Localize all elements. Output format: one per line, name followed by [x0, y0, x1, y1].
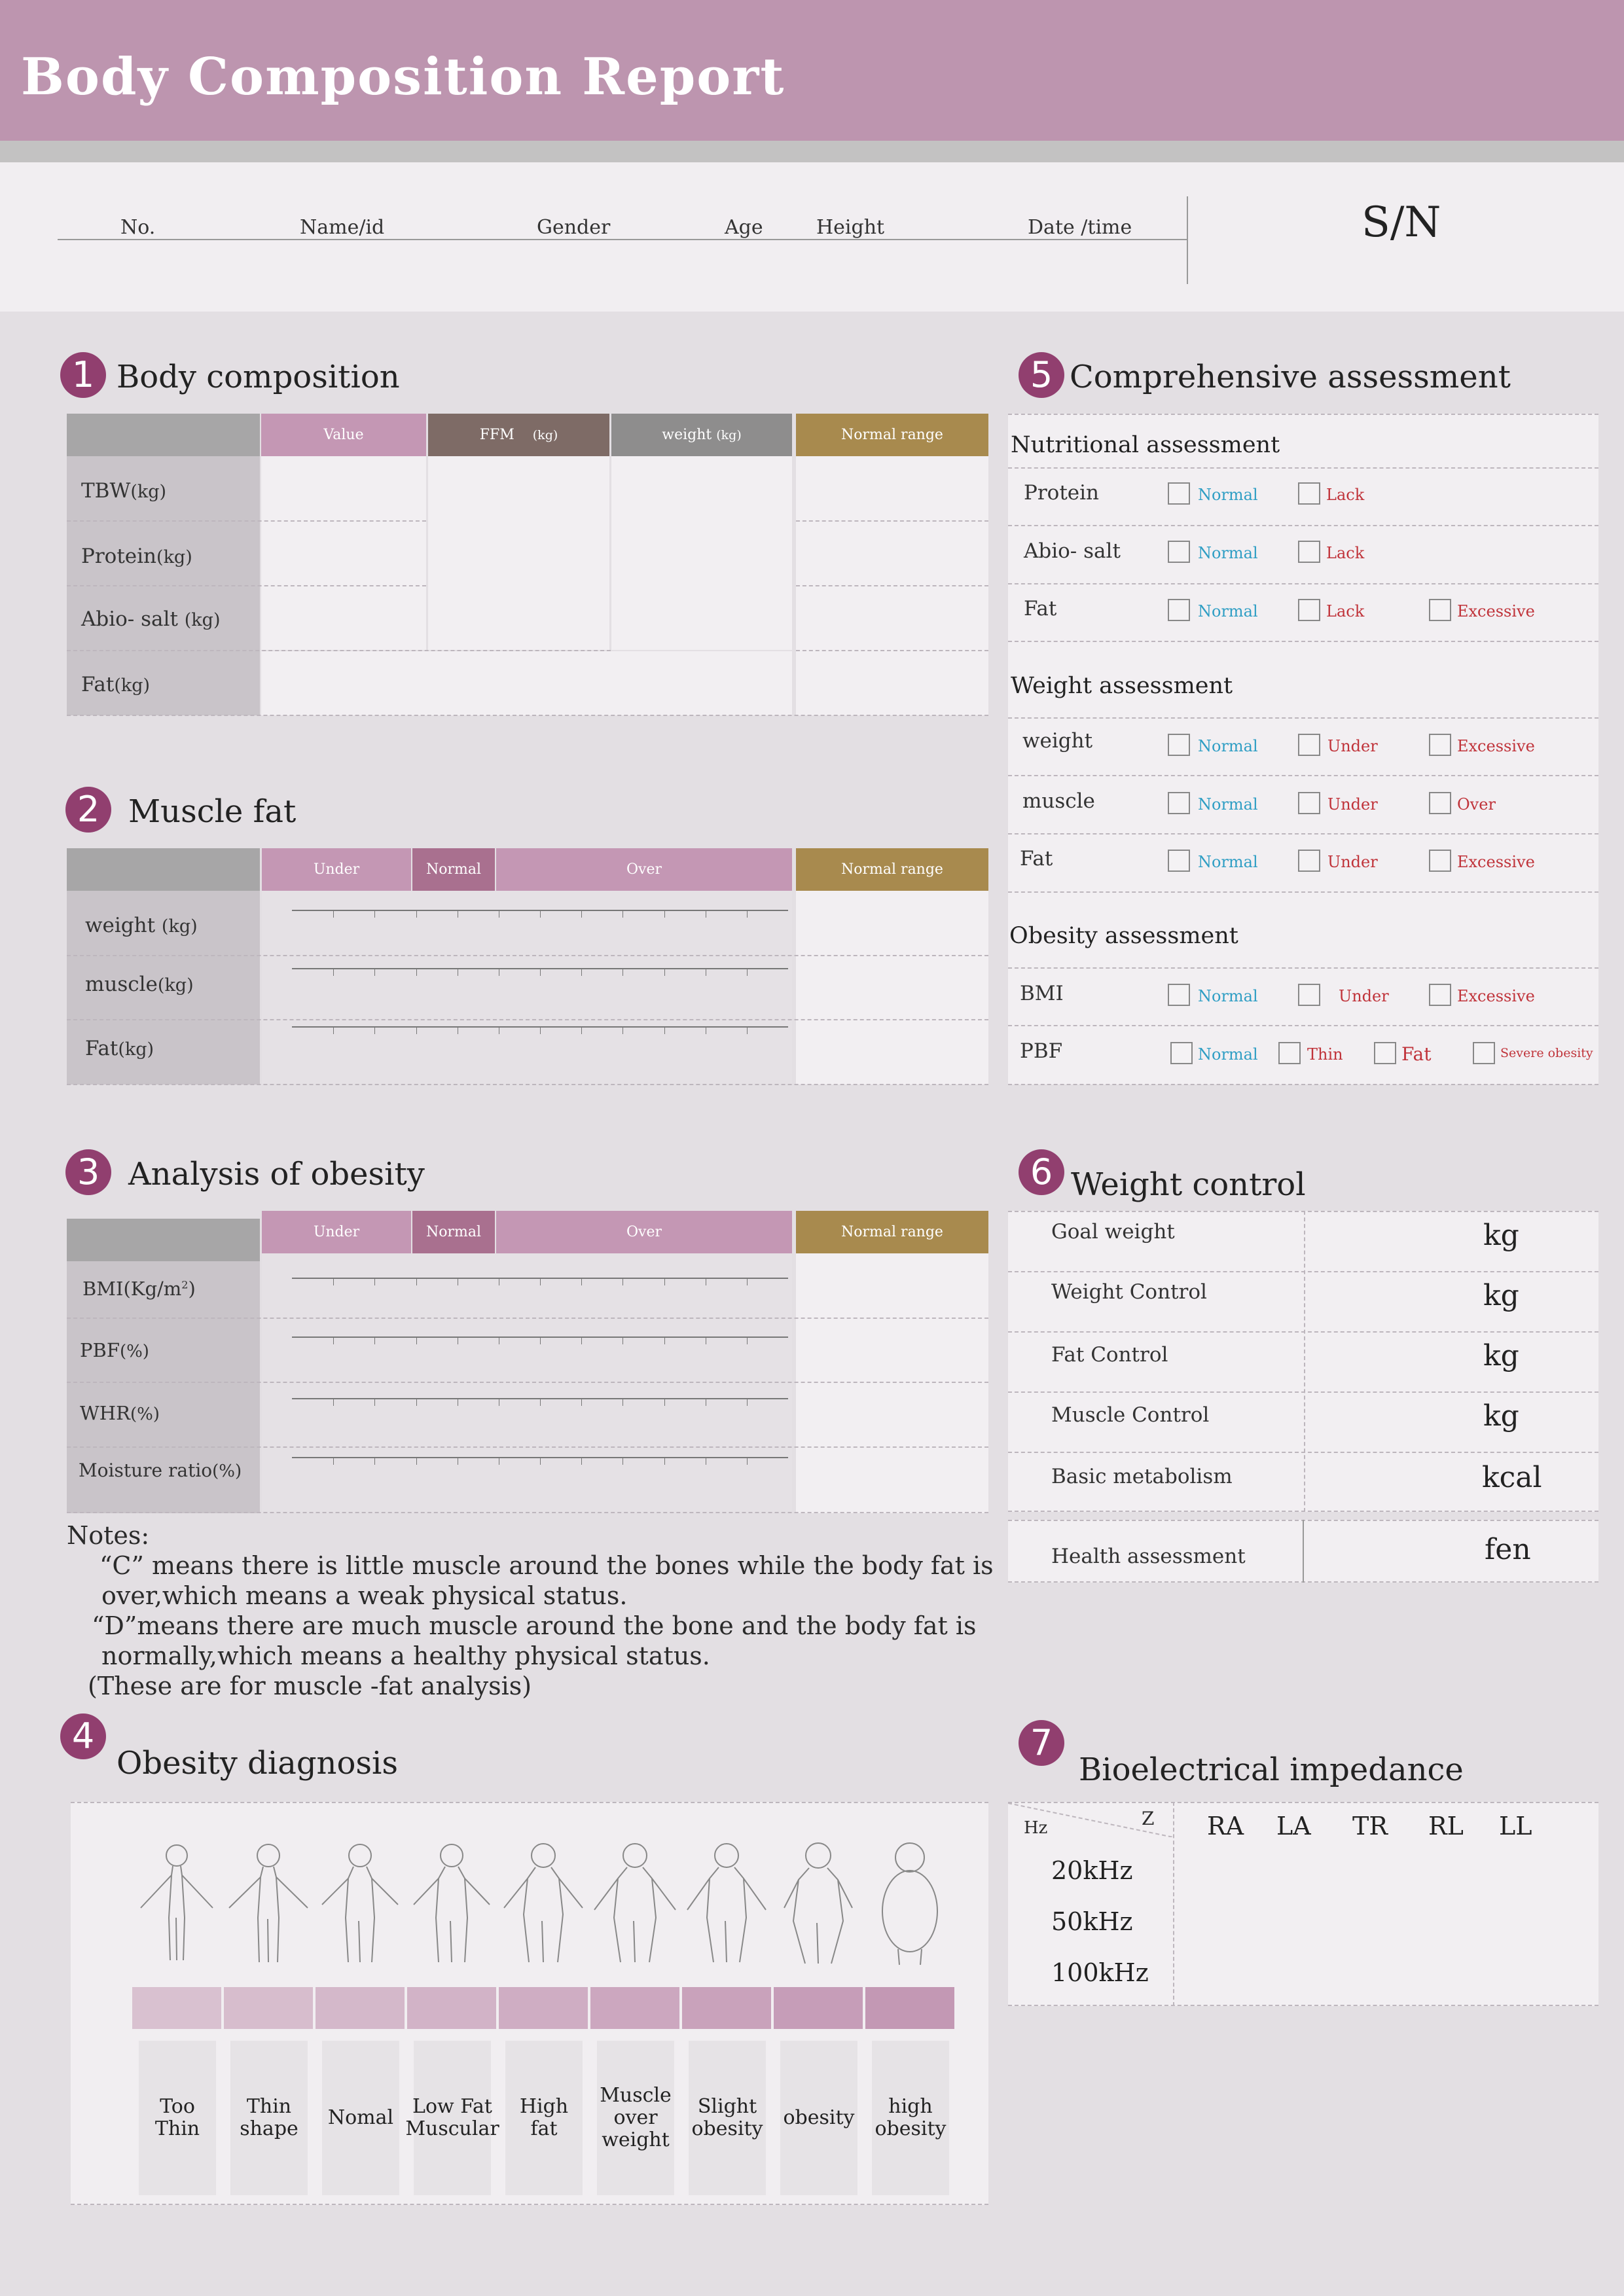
- mf-header-under: Under: [262, 848, 411, 891]
- figure-normal-icon: [322, 1844, 398, 1962]
- figure-obesity-icon: [784, 1843, 852, 1964]
- mf-row-muscle: [85, 973, 194, 996]
- diagnosis-scale-segment: [224, 1987, 313, 2029]
- scale-tick: [664, 911, 665, 918]
- scale-tick: [540, 1399, 541, 1406]
- mf-fat-scale: [292, 1026, 788, 1034]
- bc-row-protein-unit: (kg): [156, 547, 192, 567]
- ao-row-whr-unit: (%): [130, 1405, 160, 1424]
- diagnosis-scale-segment: [132, 1987, 221, 2029]
- scale-tick: [374, 1399, 375, 1406]
- impedance-col-tr: TR: [1352, 1812, 1388, 1840]
- section-1-number: 1: [60, 352, 106, 398]
- scale-tick: [581, 1399, 582, 1406]
- ao-header-over: Over: [496, 1211, 792, 1253]
- mf-row-weight-unit: (kg): [161, 916, 198, 937]
- scale-tick: [416, 1458, 417, 1465]
- health-assessment-label: Health assessment: [1051, 1545, 1246, 1568]
- scale-tick: [747, 969, 748, 976]
- impedance-hz-label: Hz: [1024, 1818, 1048, 1838]
- figure-slight-obesity-icon: [687, 1844, 766, 1962]
- health-assessment-divider: [1303, 1520, 1304, 1583]
- assess-fat-label: Fat: [1024, 597, 1057, 620]
- page-title: Body Composition Report: [21, 47, 785, 107]
- scale-tick: [333, 1338, 334, 1344]
- goal-weight-label: Goal weight: [1051, 1220, 1175, 1244]
- abio-salt-normal-label: Normal: [1198, 544, 1258, 562]
- info-label-no: No.: [120, 216, 156, 239]
- header-divider-band: [0, 141, 1624, 162]
- bc-row-protein: [81, 545, 192, 568]
- fat-control-label: Fat Control: [1051, 1343, 1168, 1367]
- figure-too-thin-icon: [141, 1845, 213, 1960]
- weight-assessment-title: Weight assessment: [1011, 673, 1233, 699]
- abio-salt-normal-checkbox[interactable]: [1168, 541, 1190, 563]
- bc-row-fat-unit: (kg): [114, 675, 151, 696]
- weight-under-checkbox[interactable]: [1298, 734, 1320, 756]
- pbf-severe-obesity-label: Severe obesity: [1500, 1046, 1593, 1060]
- fat-excessive-checkbox[interactable]: [1429, 599, 1451, 621]
- bc-value-column: [261, 456, 426, 650]
- weight-normal-checkbox[interactable]: [1168, 734, 1190, 756]
- ao-row-pbf-unit: (%): [119, 1342, 149, 1361]
- bc-row-fat-label: Fat: [81, 673, 115, 696]
- pbf-thin-label: Thin: [1307, 1045, 1343, 1064]
- diagnosis-category: Thin shape: [230, 2041, 308, 2195]
- scale-tick: [581, 1338, 582, 1344]
- scale-tick: [664, 1458, 665, 1465]
- diagnosis-category: Slight obesity: [689, 2041, 766, 2195]
- protein-lack-label: Lack: [1326, 486, 1365, 504]
- bc-row-tbw-unit: (kg): [130, 482, 167, 502]
- ao-header-normal: Normal: [412, 1211, 495, 1253]
- scale-tick: [374, 969, 375, 976]
- scale-tick: [540, 1028, 541, 1034]
- ao-normal-range-column: [796, 1253, 988, 1513]
- section-4-number: 4: [60, 1713, 106, 1759]
- diagnosis-scale-segment: [316, 1987, 405, 2029]
- assess-protein-label: Protein: [1024, 481, 1100, 505]
- section-2-title: Muscle fat: [128, 793, 297, 830]
- scale-tick: [747, 1279, 748, 1285]
- scale-tick: [416, 969, 417, 976]
- figure-high-obesity-icon: [882, 1843, 937, 1965]
- ao-pbf-scale: [292, 1336, 788, 1344]
- bc-fat-value-cell: [261, 651, 792, 715]
- weight-excessive-label: Excessive: [1457, 737, 1535, 755]
- info-label-datetime: Date /time: [1028, 216, 1132, 239]
- ao-whr-scale: [292, 1398, 788, 1406]
- fat-normal-label: Normal: [1198, 602, 1258, 620]
- assess-weight-fat-label: Fat: [1020, 847, 1053, 870]
- section-5-number: 5: [1019, 352, 1064, 398]
- notes-line-1: “C” means there is little muscle around the bones while the body fat is: [99, 1551, 994, 1580]
- scale-tick: [374, 1279, 375, 1285]
- body-shape-figures: [131, 1839, 956, 1970]
- assess-weight-label: weight: [1022, 729, 1093, 753]
- scale-tick: [540, 911, 541, 918]
- bc-header-ffm: [428, 414, 609, 456]
- info-underline: [58, 239, 1187, 240]
- info-label-gender: Gender: [537, 216, 611, 239]
- bmi-normal-checkbox[interactable]: [1168, 984, 1190, 1006]
- mf-header-corner: [67, 848, 260, 891]
- section-7-number: 7: [1019, 1720, 1064, 1766]
- impedance-col-ll: LL: [1499, 1812, 1532, 1840]
- scale-tick: [664, 1399, 665, 1406]
- diagnosis-scale-segment: [499, 1987, 588, 2029]
- scale-tick: [664, 1028, 665, 1034]
- protein-normal-checkbox[interactable]: [1168, 482, 1190, 505]
- basic-metabolism-label: Basic metabolism: [1051, 1465, 1233, 1488]
- bc-weight-column: [611, 456, 792, 650]
- goal-weight-unit: kg: [1483, 1219, 1519, 1252]
- basic-metabolism-unit: kcal: [1482, 1461, 1542, 1494]
- assess-pbf-label: PBF: [1020, 1039, 1063, 1063]
- section-7-title: Bioelectrical impedance: [1079, 1751, 1464, 1788]
- bc-header-weight-unit: (kg): [716, 428, 742, 442]
- ao-row-bmi-tail: ): [188, 1278, 196, 1300]
- bc-row-abio-salt-label: Abio- salt: [81, 607, 178, 631]
- section-1-title: Body composition: [117, 359, 400, 395]
- mf-row-muscle-label: muscle: [85, 973, 158, 996]
- scale-tick: [747, 1028, 748, 1034]
- notes-line-5: (These are for muscle -fat analysis): [88, 1672, 532, 1700]
- scale-tick: [333, 911, 334, 918]
- impedance-col-ra: RA: [1207, 1812, 1244, 1840]
- weight-normal-label: Normal: [1198, 737, 1258, 755]
- weight-control-unit: kg: [1483, 1279, 1519, 1312]
- weight-fat-normal-label: Normal: [1198, 853, 1258, 871]
- ao-row-bmi-sup: 2: [181, 1278, 189, 1291]
- scale-tick: [581, 969, 582, 976]
- bc-header-weight: [611, 414, 792, 456]
- bc-ffm-column: [428, 456, 609, 650]
- section-3-number: 3: [65, 1149, 111, 1195]
- notes-line-2: over,which means a weak physical status.: [101, 1581, 628, 1610]
- impedance-z-label: Z: [1142, 1808, 1155, 1829]
- assess-muscle-label: muscle: [1022, 789, 1095, 813]
- ao-row-moisture-label: Moisture ratio: [79, 1460, 213, 1481]
- pbf-normal-checkbox[interactable]: [1170, 1042, 1193, 1064]
- bc-row-protein-label: Protein: [81, 545, 157, 568]
- weight-fat-under-checkbox[interactable]: [1298, 850, 1320, 872]
- mf-row-weight: [85, 914, 198, 937]
- diagnosis-scale-segment: [865, 1987, 954, 2029]
- mf-header-over: Over: [496, 848, 792, 891]
- section-5-title: Comprehensive assessment: [1070, 359, 1511, 395]
- bc-header-normal-range: Normal range: [796, 414, 988, 456]
- ao-row-whr-label: WHR: [80, 1402, 130, 1424]
- protein-lack-checkbox[interactable]: [1298, 482, 1320, 505]
- scale-tick: [581, 1279, 582, 1285]
- impedance-col-rl: RL: [1428, 1812, 1464, 1840]
- muscle-control-unit: kg: [1483, 1399, 1519, 1433]
- scale-tick: [747, 1338, 748, 1344]
- scale-tick: [747, 1399, 748, 1406]
- mf-header-normal-range: Normal range: [796, 848, 988, 891]
- scale-tick: [416, 911, 417, 918]
- bmi-under-label: Under: [1339, 987, 1389, 1005]
- diagnosis-scale-segment: [774, 1987, 863, 2029]
- mf-header-normal: Normal: [412, 848, 495, 891]
- weight-fat-under-label: Under: [1327, 853, 1378, 871]
- ao-row-pbf-label: PBF: [80, 1339, 120, 1361]
- diagnosis-scale-segment: [682, 1987, 771, 2029]
- muscle-under-checkbox[interactable]: [1298, 792, 1320, 814]
- assess-abio-salt-label: Abio- salt: [1024, 539, 1121, 563]
- ao-row-whr: [80, 1402, 160, 1424]
- mf-row-fat: [85, 1037, 154, 1060]
- title-bar: [0, 0, 1624, 141]
- scale-tick: [664, 1279, 665, 1285]
- scale-tick: [540, 1338, 541, 1344]
- bc-header-ffm-unit: (kg): [532, 428, 558, 442]
- scale-tick: [333, 1279, 334, 1285]
- section-6-title: Weight control: [1071, 1166, 1306, 1203]
- pbf-fat-label: Fat: [1401, 1043, 1432, 1065]
- muscle-normal-label: Normal: [1198, 795, 1258, 814]
- bc-row-tbw: [81, 479, 166, 503]
- bmi-excessive-checkbox[interactable]: [1429, 984, 1451, 1006]
- diagnosis-category: Nomal: [322, 2041, 399, 2195]
- nutritional-assessment-title: Nutritional assessment: [1011, 432, 1280, 458]
- assess-bmi-label: BMI: [1020, 982, 1064, 1005]
- figure-low-fat-muscular-icon: [414, 1844, 490, 1962]
- section-3-title: Analysis of obesity: [128, 1156, 425, 1193]
- scale-tick: [747, 911, 748, 918]
- info-label-name: Name/id: [300, 216, 385, 239]
- pbf-severe-obesity-checkbox[interactable]: [1473, 1042, 1495, 1064]
- figure-high-fat-icon: [504, 1844, 583, 1962]
- scale-tick: [664, 1338, 665, 1344]
- scale-tick: [374, 911, 375, 918]
- bmi-normal-label: Normal: [1198, 987, 1258, 1005]
- bc-row-fat: [81, 673, 150, 696]
- scale-tick: [540, 1458, 541, 1465]
- weight-excessive-checkbox[interactable]: [1429, 734, 1451, 756]
- muscle-normal-checkbox[interactable]: [1168, 792, 1190, 814]
- fat-control-unit: kg: [1483, 1339, 1519, 1372]
- ao-header-corner: [67, 1219, 260, 1261]
- ao-row-pbf: [80, 1339, 149, 1361]
- pbf-fat-checkbox[interactable]: [1374, 1042, 1396, 1064]
- bc-row-abio-salt: [81, 607, 220, 631]
- mf-normal-range-column: [796, 891, 988, 1085]
- diagnosis-scale-segment: [407, 1987, 496, 2029]
- fat-normal-checkbox[interactable]: [1168, 599, 1190, 621]
- impedance-col-la: LA: [1276, 1812, 1311, 1840]
- serial-number-label: S/N: [1362, 198, 1441, 247]
- diagnosis-category: Low Fat Muscular: [414, 2041, 491, 2195]
- weight-control-label: Weight Control: [1051, 1280, 1207, 1304]
- bc-row-abio-salt-unit: (kg): [184, 610, 221, 630]
- fat-lack-label: Lack: [1326, 602, 1365, 620]
- scale-tick: [374, 1458, 375, 1465]
- ao-row-bmi-label: BMI(Kg/m: [82, 1278, 182, 1300]
- section-2-number: 2: [65, 787, 111, 833]
- scale-tick: [581, 911, 582, 918]
- abio-salt-lack-label: Lack: [1326, 544, 1365, 562]
- scale-tick: [374, 1338, 375, 1344]
- notes-line-3: “D”means there are much muscle around the bone and the body fat is: [92, 1611, 977, 1640]
- section-6-number: 6: [1019, 1149, 1064, 1195]
- impedance-freq-20khz: 20kHz: [1051, 1856, 1133, 1885]
- mf-scale-area: [262, 891, 792, 1085]
- obesity-assessment-title: Obesity assessment: [1009, 923, 1238, 949]
- bc-header-value: Value: [261, 414, 426, 456]
- scale-tick: [333, 1399, 334, 1406]
- scale-tick: [416, 1028, 417, 1034]
- scale-tick: [664, 969, 665, 976]
- diagnosis-scale-segment: [590, 1987, 679, 2029]
- notes-line-4: normally,which means a healthy physical status.: [101, 1641, 710, 1670]
- weight-fat-normal-checkbox[interactable]: [1168, 850, 1190, 872]
- diagnosis-category: obesity: [780, 2041, 857, 2195]
- bmi-excessive-label: Excessive: [1457, 987, 1535, 1005]
- abio-salt-lack-checkbox[interactable]: [1298, 541, 1320, 563]
- weight-fat-excessive-label: Excessive: [1457, 853, 1535, 871]
- scale-tick: [416, 1399, 417, 1406]
- ao-bmi-scale: [292, 1278, 788, 1285]
- info-label-height: Height: [816, 216, 885, 239]
- fat-excessive-label: Excessive: [1457, 602, 1535, 620]
- ao-header-normal-range: Normal range: [796, 1211, 988, 1253]
- scale-tick: [416, 1279, 417, 1285]
- diagnosis-category: high obesity: [872, 2041, 949, 2195]
- mf-row-weight-label: weight: [85, 914, 156, 937]
- info-divider: [1187, 196, 1188, 284]
- muscle-over-checkbox[interactable]: [1429, 792, 1451, 814]
- ao-row-bmi: [82, 1278, 196, 1300]
- bc-header-ffm-label: FFM: [479, 427, 514, 443]
- impedance-freq-100khz: 100kHz: [1051, 1958, 1149, 1987]
- bmi-under-checkbox[interactable]: [1298, 984, 1320, 1006]
- mf-row-muscle-unit: (kg): [157, 975, 194, 996]
- ao-row-moisture: [79, 1460, 242, 1481]
- weight-fat-excessive-checkbox[interactable]: [1429, 850, 1451, 872]
- protein-normal-label: Normal: [1198, 486, 1258, 504]
- scale-tick: [581, 1028, 582, 1034]
- muscle-control-label: Muscle Control: [1051, 1403, 1210, 1427]
- diagnosis-category: Muscle over weight: [597, 2041, 674, 2195]
- bc-header-weight-label: weight: [662, 427, 712, 443]
- scale-tick: [333, 1028, 334, 1034]
- mf-row-fat-unit: (kg): [118, 1039, 154, 1060]
- mf-row-fat-label: Fat: [85, 1037, 118, 1060]
- notes-title: Notes:: [67, 1521, 150, 1550]
- scale-tick: [374, 1028, 375, 1034]
- muscle-over-label: Over: [1457, 795, 1496, 814]
- scale-tick: [540, 969, 541, 976]
- mf-muscle-scale: [292, 968, 788, 976]
- ao-scale-area: [262, 1253, 792, 1513]
- info-label-age: Age: [725, 216, 763, 239]
- bc-row-tbw-label: TBW: [81, 479, 131, 503]
- scale-tick: [581, 1458, 582, 1465]
- figure-muscle-over-weight-icon: [594, 1844, 676, 1962]
- scale-tick: [416, 1338, 417, 1344]
- scale-tick: [333, 969, 334, 976]
- impedance-freq-50khz: 50kHz: [1051, 1907, 1133, 1936]
- mf-weight-scale: [292, 910, 788, 918]
- diagnosis-category: High fat: [505, 2041, 583, 2195]
- diagnosis-category: Too Thin: [139, 2041, 216, 2195]
- pbf-normal-label: Normal: [1198, 1045, 1258, 1064]
- fat-lack-checkbox[interactable]: [1298, 599, 1320, 621]
- weight-under-label: Under: [1327, 737, 1378, 755]
- scale-tick: [333, 1458, 334, 1465]
- ao-moisture-scale: [292, 1457, 788, 1465]
- ao-row-moisture-unit: (%): [212, 1462, 242, 1481]
- section-4-title: Obesity diagnosis: [117, 1745, 398, 1782]
- scale-tick: [747, 1458, 748, 1465]
- scale-tick: [540, 1279, 541, 1285]
- figure-thin-shape-icon: [229, 1844, 308, 1962]
- health-assessment-unit: fen: [1485, 1533, 1531, 1566]
- muscle-under-label: Under: [1327, 795, 1378, 814]
- pbf-thin-checkbox[interactable]: [1278, 1042, 1301, 1064]
- ao-header-under: Under: [262, 1211, 411, 1253]
- bc-header-corner: [67, 414, 260, 456]
